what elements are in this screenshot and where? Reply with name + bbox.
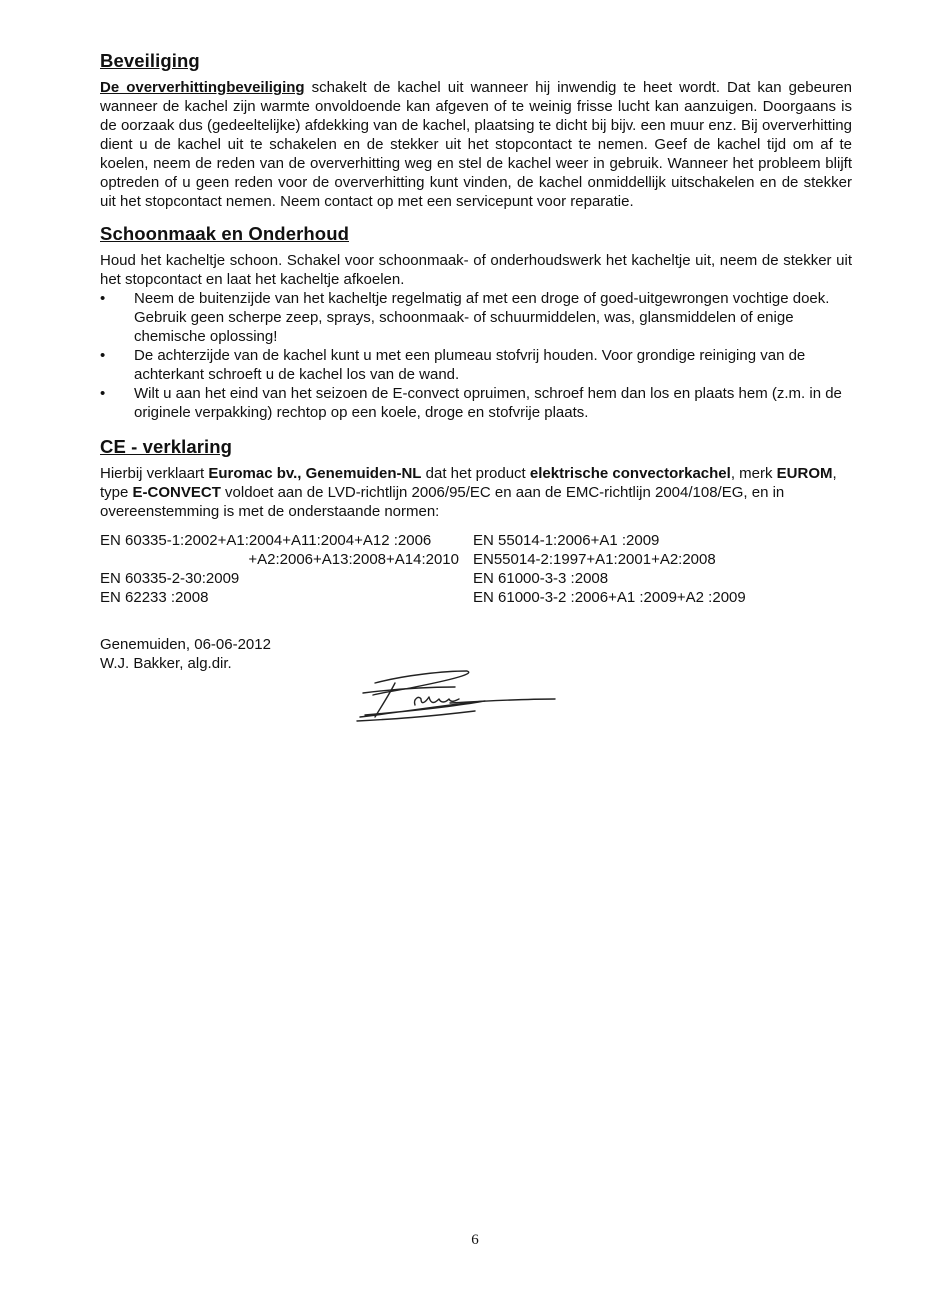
list-item-text: Wilt u aan het eind van het seizoen de E-convect opruimen, schroef hem dan los en plaats hem (z.m. in de originele verpakking) rechtop op een koele, droge en stofvrije plaats. bbox=[134, 385, 842, 421]
norm-right: EN 55014-1:2006+A1 :2009 bbox=[473, 532, 660, 549]
norm-left: EN 60335-2-30:2009 bbox=[100, 570, 240, 587]
norm-right: EN 61000-3-2 :2006+A1 :2009+A2 :2009 bbox=[473, 589, 746, 606]
document-page bbox=[100, 50, 852, 673]
ce-text: dat het product bbox=[421, 465, 530, 482]
norm-right: EN 61000-3-3 :2008 bbox=[473, 570, 609, 587]
norm-right: EN55014-2:1997+A1:2001+A2:2008 bbox=[473, 551, 716, 568]
place-date: Genemuiden, 06-06-2012 bbox=[100, 636, 271, 653]
signatory-name: W.J. Bakker, alg.dir. bbox=[100, 655, 232, 672]
norm-left: +A2:2006+A13:2008+A14:2010 bbox=[248, 551, 459, 568]
ce-brand: EUROM bbox=[776, 465, 833, 482]
norm-left: EN 62233 :2008 bbox=[100, 589, 209, 606]
list-item-text: De achterzijde van de kachel kunt u met een plumeau stofvrij houden. Voor grondige reiniging van de achterkant schroeft u de kachel los van de wand. bbox=[134, 347, 806, 383]
ce-declaration-paragraph bbox=[100, 464, 852, 521]
section-heading-beveiliging: Beveiliging bbox=[100, 50, 200, 71]
ce-text: , merk bbox=[730, 465, 777, 482]
bullet-icon: • bbox=[100, 385, 106, 402]
norm-left: EN 60335-1:2002+A1:2004+A11:2004+A12 :2006 bbox=[100, 532, 432, 549]
ce-text: , type bbox=[100, 465, 837, 501]
handwritten-signature-icon bbox=[355, 665, 560, 725]
bullet-icon: • bbox=[100, 347, 106, 364]
beveiliging-text: schakelt de kachel uit wanneer hij inwendig te heet wordt. Dat kan gebeuren wanneer de kachel zijn warmte onvoldoende kan afgeven of te weinig frisse lucht kan aanzuigen. Doorgaans is de oorzaak dus (gedeeltelijke) afdekking van de kachel, plaatsing te dicht bij bijv. een muur enz. Bij oververhitting dient u de kachel uit te schakelen en de stekker uit het stopcontact te nemen. Geef de kachel tijd om af te koelen, neem de reden van de oververhitting weg en stel de kachel weer in gebruik. Wanneer het probleem blijft optreden of u geen reden voor de oververhitting kunt vinden, de kachel onmiddellijk uitschakelen en de stekker uit het stopcontact nemen. Neem contact op met een servicepunt voor reparatie. bbox=[100, 79, 852, 210]
list-item bbox=[100, 289, 852, 346]
section-heading-schoonmaak: Schoonmaak en Onderhoud bbox=[100, 223, 349, 244]
schoonmaak-intro: Houd het kacheltje schoon. Schakel voor schoonmaak- of onderhoudswerk het kacheltje uit, neem de stekker uit het stopcontact en laat het kacheltje afkoelen. bbox=[100, 252, 852, 288]
bullet-icon: • bbox=[100, 290, 106, 307]
ce-type: E-CONVECT bbox=[132, 484, 221, 501]
list-item bbox=[100, 384, 852, 422]
list-item bbox=[100, 346, 852, 384]
beveiliging-lead: De oververhittingbeveiliging bbox=[100, 79, 305, 96]
ce-product: elektrische convectorkachel bbox=[529, 465, 731, 482]
beveiliging-paragraph bbox=[100, 78, 852, 211]
list-item-text: Neem de buitenzijde van het kacheltje regelmatig af met een droge of goed-uitgewrongen vochtige doek. Gebruik geen scherpe zeep, sprays, schoonmaak- of schuurmiddelen, was, glansmiddelen of enige chemische oplossing! bbox=[134, 290, 830, 345]
schoonmaak-bullet-list bbox=[100, 289, 852, 422]
section-heading-ce-verklaring: CE - verklaring bbox=[100, 436, 233, 457]
page-number: 6 bbox=[471, 1232, 479, 1248]
ce-text: voldoet aan de LVD-richtlijn 2006/95/EC en aan de EMC-richtlijn 2004/108/EG, en in overeenstemming is met de onderstaande normen: bbox=[100, 484, 785, 520]
ce-text: Hierbij verklaart bbox=[100, 465, 209, 482]
norms-grid bbox=[100, 531, 852, 607]
ce-company: Euromac bv., Genemuiden-NL bbox=[208, 465, 422, 482]
